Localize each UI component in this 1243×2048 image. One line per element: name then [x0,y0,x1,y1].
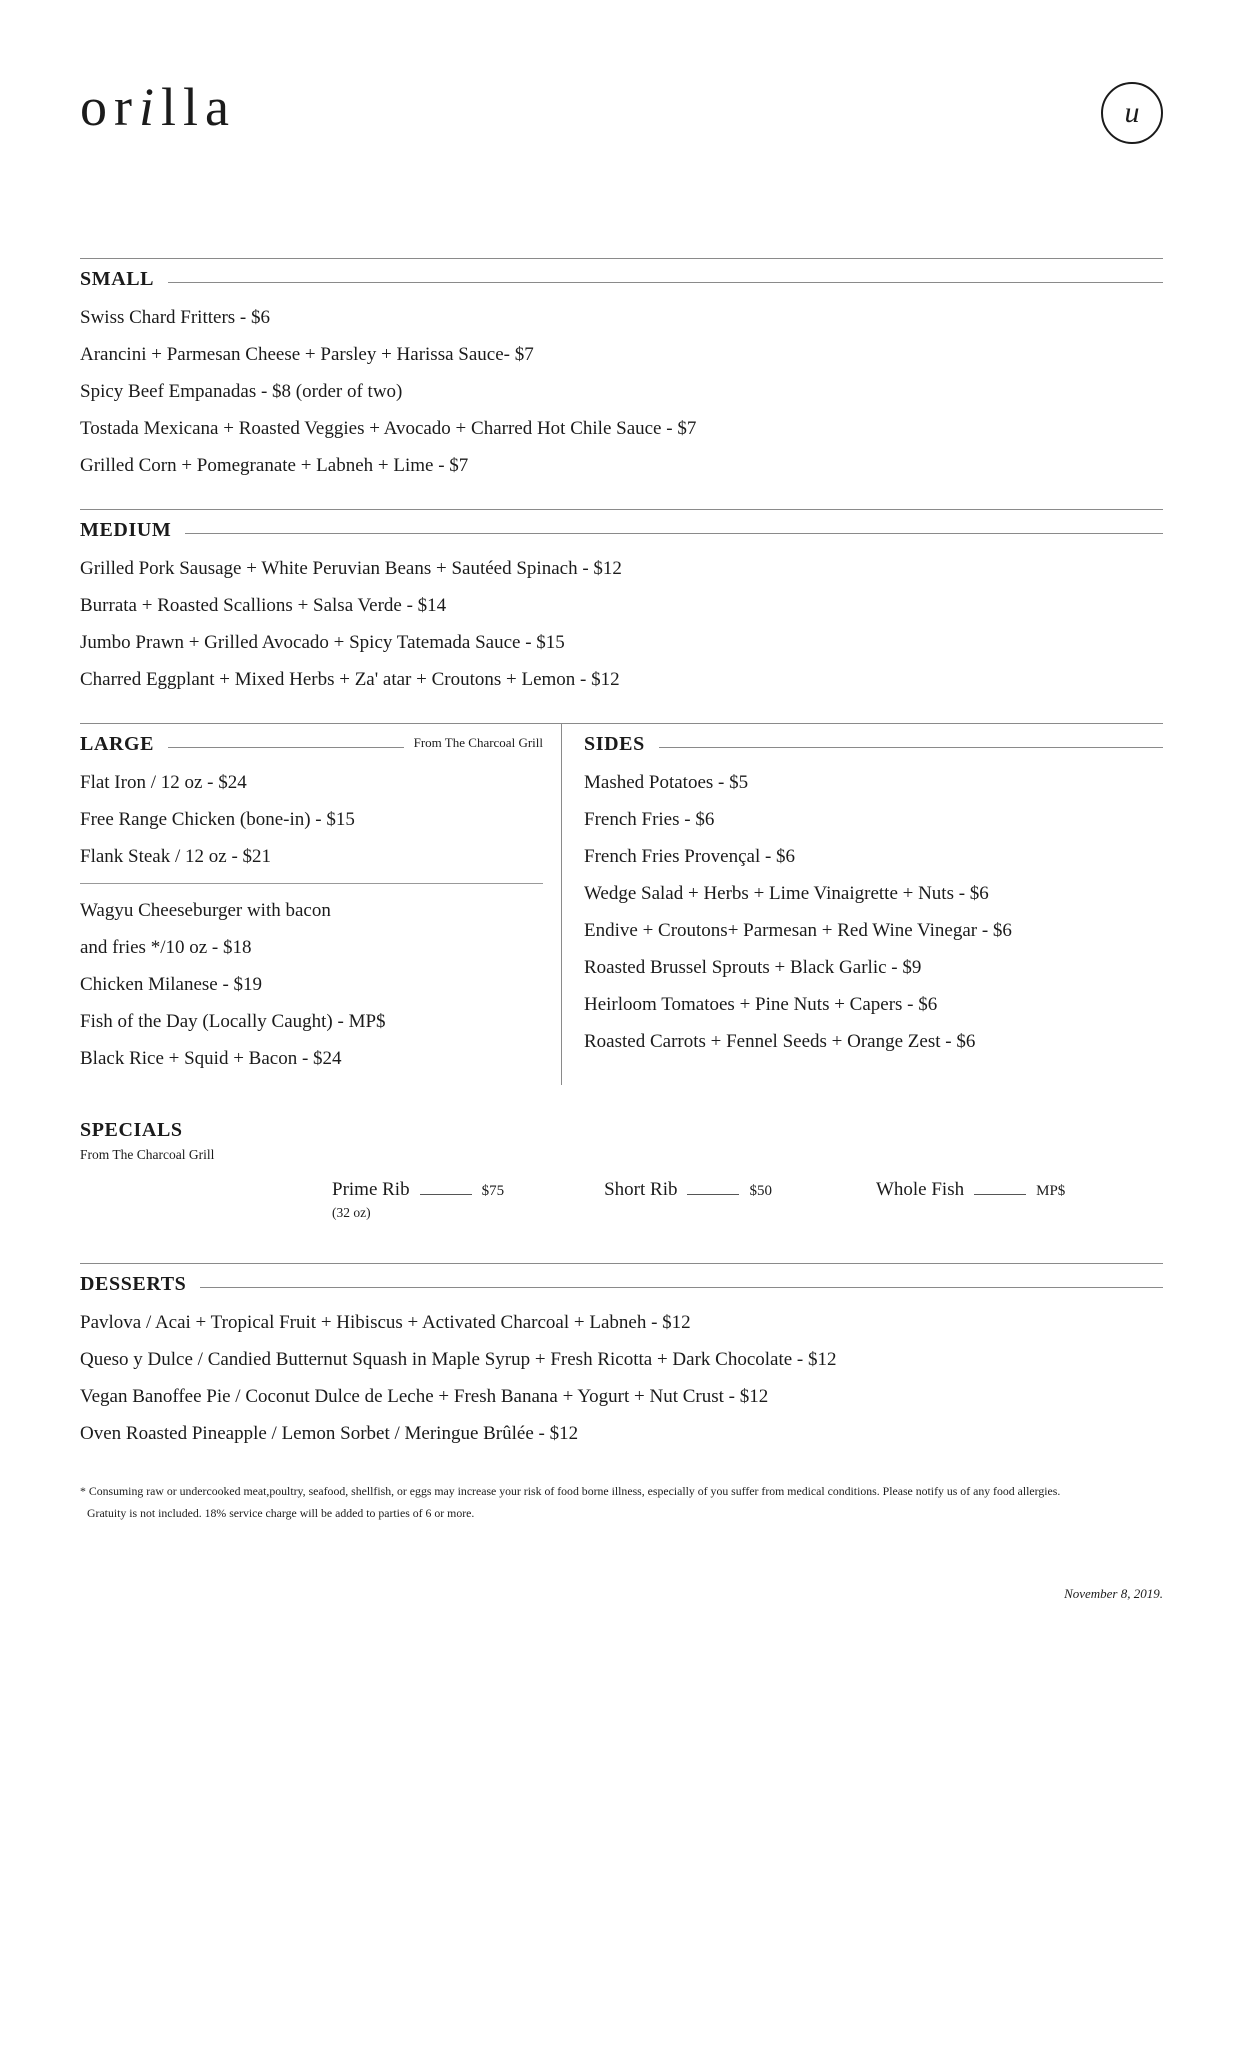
section-title: SPECIALS [80,1119,183,1141]
menu-item: Black Rice + Squid + Bacon - $24 [80,1048,342,1069]
special-name: Whole Fish [875,1179,965,1200]
item-list [80,308,1163,476]
menu-item: Jumbo Prawn + Grilled Avocado + Spicy Tatemada Sauce - $15 [80,632,565,653]
menu-item: Vegan Banoffee Pie / Coconut Dulce de Leche + Fresh Banana + Yogurt + Nut Crust - $12 [80,1386,769,1407]
special-line [876,1179,1065,1201]
section-header [80,1273,1163,1296]
disclaimer-line: Gratuity is not included. 18% service charge will be added to parties of 6 or more. [87,1506,475,1520]
brand-text-italic: i [138,77,161,137]
menu-item: Wagyu Cheeseburger with bacon [80,900,331,921]
specials-row [80,1179,1163,1221]
brand-text: or [80,77,139,137]
divider [659,747,1163,748]
special-item [332,1179,504,1221]
section-medium [80,509,1163,690]
special-item [604,1179,772,1221]
brand-text: lla [161,77,236,137]
menu-item: Charred Eggplant + Mixed Herbs + Za' atar + Croutons + Lemon - $12 [80,669,620,690]
special-item [876,1179,1065,1221]
menu-item: Flank Steak / 12 oz - $21 [80,846,272,867]
item-list [80,1313,1163,1444]
menu-item: Flat Iron / 12 oz - $24 [80,772,247,793]
monogram-letter: u [1124,96,1140,129]
menu-item: French Fries - $6 [584,809,715,830]
section-header [80,519,1163,542]
menu-item: Burrata + Roasted Scallions + Salsa Verde - $14 [80,595,447,616]
divider [200,1287,1163,1288]
price-leader-line [420,1194,472,1195]
special-name: Short Rib [604,1179,678,1200]
menu-item: Spicy Beef Empanadas - $8 (order of two) [80,381,403,402]
section-small [80,258,1163,476]
section-title: SIDES [584,733,645,755]
special-name: Prime Rib [332,1179,410,1200]
section-title: SMALL [80,268,155,290]
menu-item: Fish of the Day (Locally Caught) - MP$ [80,1011,386,1032]
section-title: MEDIUM [80,519,172,541]
price-leader-line [687,1194,739,1195]
menu-item: Tostada Mexicana + Roasted Veggies + Avocado + Charred Hot Chile Sauce - $7 [80,418,697,439]
section-header [80,268,1163,291]
brand-wordmark [80,78,236,137]
item-list [80,773,543,1069]
divider [80,258,1163,259]
menu-item: Pavlova / Acai + Tropical Fruit + Hibiscus + Activated Charcoal + Labneh - $12 [80,1312,691,1333]
divider [80,1263,1163,1264]
menu-item: Grilled Pork Sausage + White Peruvian Beans + Sautéed Spinach - $12 [80,558,622,579]
special-line [332,1179,504,1201]
disclaimer-line: * Consuming raw or undercooked meat,poultry, seafood, shellfish, or eggs may increase your risk of food borne illness, especially of you suffer from medical conditions. Please notify us of any food allergies. [80,1484,1061,1498]
divider [168,747,404,748]
section-large [80,724,562,1085]
menu-item: Arancini + Parmesan Cheese + Parsley + Harissa Sauce- $7 [80,344,534,365]
section-desserts [80,1263,1163,1444]
section-sides [562,724,1163,1085]
section-header [584,733,1163,756]
special-price: $75 [481,1183,505,1199]
section-header [80,733,543,756]
menu-item: Queso y Dulce / Candied Butternut Squash in Maple Syrup + Fresh Ricotta + Dark Chocolate - $12 [80,1349,837,1370]
menu-item: Chicken Milanese - $19 [80,974,263,995]
special-price: MP$ [1036,1183,1066,1199]
divider [168,282,1163,283]
menu-item: Roasted Carrots + Fennel Seeds + Orange Zest - $6 [584,1031,976,1052]
two-column-layout [80,724,1163,1085]
section-subtitle: From The Charcoal Grill [413,735,543,750]
menu-header [80,0,1163,144]
menu-item: Oven Roasted Pineapple / Lemon Sorbet / Meringue Brûlée - $12 [80,1423,579,1444]
menu-item: and fries */10 oz - $18 [80,937,252,958]
divider [80,509,1163,510]
special-price: $50 [749,1183,772,1199]
price-leader-line [974,1194,1026,1195]
divider [80,883,543,884]
special-note: (32 oz) [332,1205,371,1220]
menu-date: November 8, 2019. [1064,1586,1163,1601]
menu-item: Roasted Brussel Sprouts + Black Garlic - $9 [584,957,922,978]
section-title: DESSERTS [80,1273,187,1295]
section-subtitle: From The Charcoal Grill [80,1147,215,1162]
section-title: LARGE [80,733,155,755]
divider [185,533,1163,534]
section-specials [80,1119,1163,1221]
special-line [604,1179,772,1201]
menu-item: French Fries Provençal - $6 [584,846,796,867]
menu-item: Free Range Chicken (bone-in) - $15 [80,809,355,830]
menu-item: Endive + Croutons+ Parmesan + Red Wine Vinegar - $6 [584,920,1012,941]
menu-item: Wedge Salad + Herbs + Lime Vinaigrette + Nuts - $6 [584,883,989,904]
item-list [80,559,1163,690]
disclaimer [80,1484,1163,1520]
item-list [584,773,1163,1052]
menu-item: Grilled Corn + Pomegranate + Labneh + Lime - $7 [80,455,469,476]
section-large-sides [80,723,1163,1085]
brand-monogram-icon [1101,82,1163,144]
menu-item: Swiss Chard Fritters - $6 [80,307,270,328]
menu-item: Heirloom Tomatoes + Pine Nuts + Capers - $6 [584,994,938,1015]
menu-item: Mashed Potatoes - $5 [584,772,749,793]
